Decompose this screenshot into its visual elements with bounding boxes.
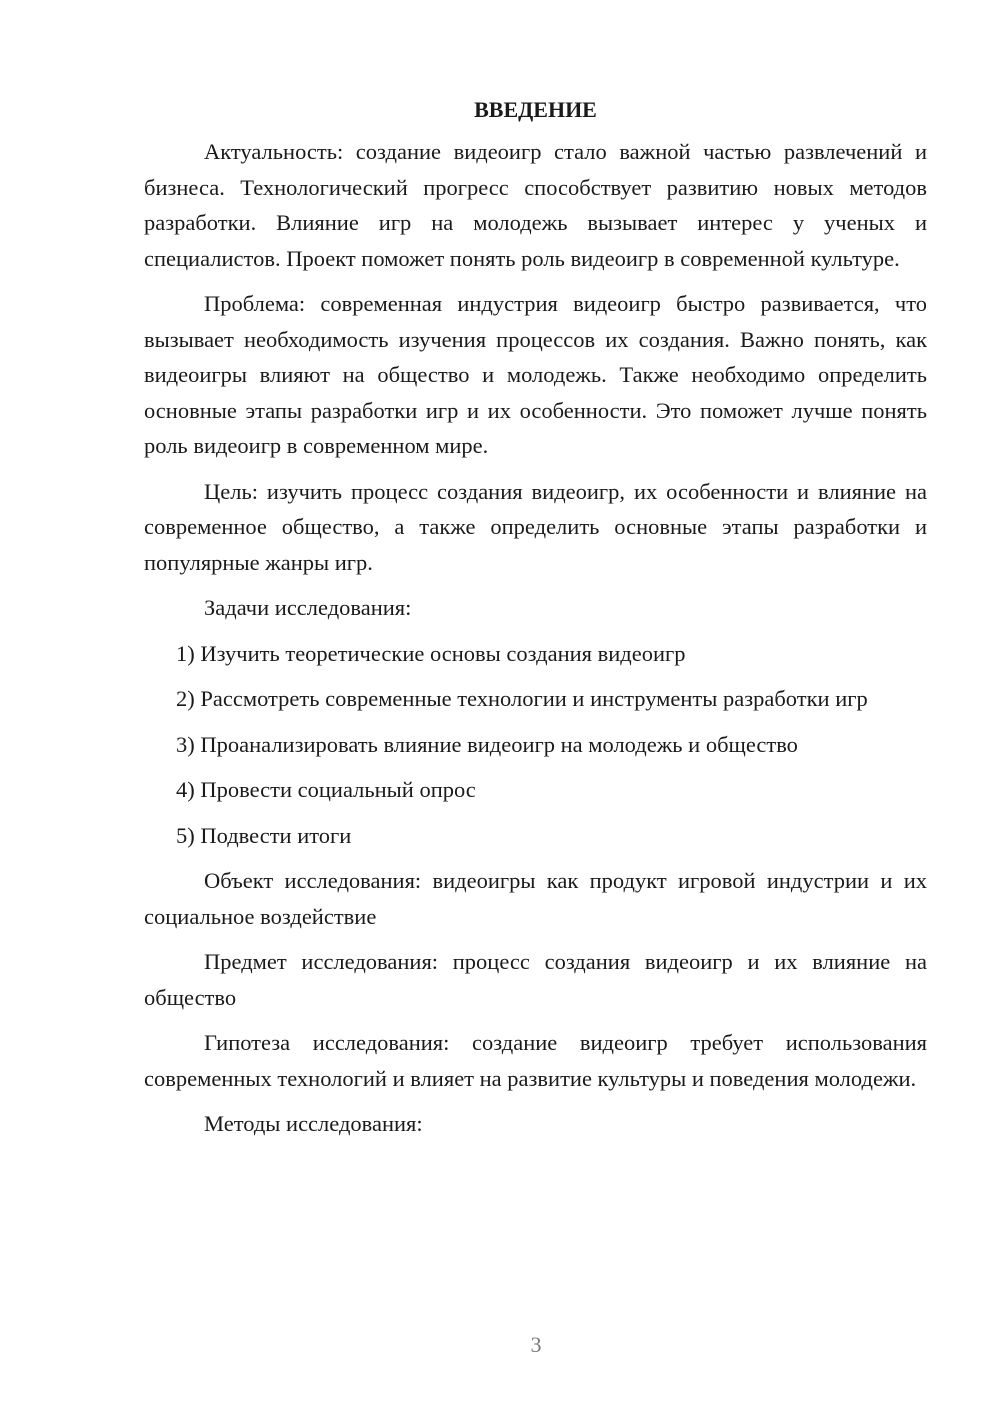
page-title: ВВЕДЕНИЕ bbox=[474, 97, 597, 122]
relevance-paragraph: Актуальность: создание видеоигр стало важной частью развлечений и бизнеса. Технологический прогресс способствует развитию новых методов разработки. Влияние игр на молодежь вызывает интерес у ученых и специалистов. Проект поможет понять роль видеоигр в современной культуре. bbox=[144, 139, 927, 271]
task-item: 5) Подвести итоги bbox=[176, 822, 352, 848]
problem-paragraph: Проблема: современная индустрия видеоигр быстро развивается, что вызывает необходимость изучения процессов их создания. Важно понять, как видеоигры влияют на общество и молодежь. Также необходимо определить основные этапы разработки игр и их особенности. Это поможет лучше понять роль видеоигр в современном мире. bbox=[144, 291, 927, 458]
task-item: 2) Рассмотреть современные технологии и инструменты разработки игр bbox=[176, 686, 868, 711]
task-item: 4) Провести социальный опрос bbox=[176, 777, 476, 802]
task-item: 1) Изучить теоретические основы создания видеоигр bbox=[176, 640, 686, 666]
task-item: 3) Проанализировать влияние видеоигр на молодежь и общество bbox=[176, 731, 798, 757]
subject-paragraph: Предмет исследования: процесс создания видеоигр и их влияние на общество bbox=[144, 949, 927, 1010]
hypothesis-paragraph: Гипотеза исследования: создание видеоигр требует использования современных технологий и влияет на развитие культуры и поведения молодежи. bbox=[144, 1030, 927, 1091]
goal-paragraph: Цель: изучить процесс создания видеоигр, их особенности и влияние на современное общество, а также определить основные этапы разработки и популярные жанры игр. bbox=[144, 478, 927, 575]
tasks-heading: Задачи исследования: bbox=[204, 595, 412, 620]
object-paragraph: Объект исследования: видеоигры как продукт игровой индустрии и их социальное воздействие bbox=[144, 868, 927, 929]
methods-heading: Методы исследования: bbox=[204, 1111, 423, 1136]
page-number: 3 bbox=[530, 1332, 542, 1357]
document-page bbox=[144, 92, 927, 1152]
